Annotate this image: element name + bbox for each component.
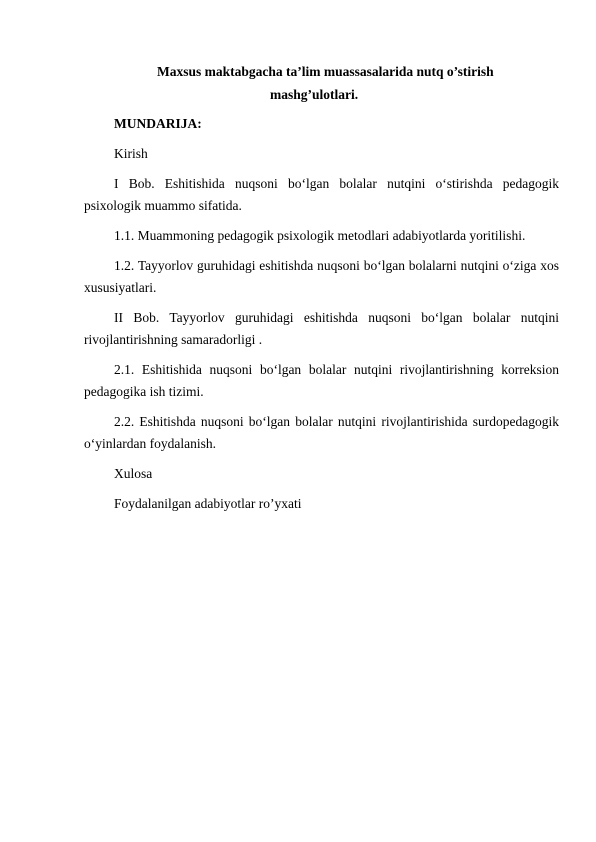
title-line-1: Maxsus maktabgacha ta’lim muassasalarida nutq o’stirish <box>157 64 494 79</box>
toc-entry-section-2-2: 2.2. Eshitishda nuqsoni bo‘lgan bolalar nutqini rivojlantirishida surdopedagogik o‘yinlardan foydalanish. <box>84 414 559 451</box>
toc-entry-conclusion: Xulosa <box>114 466 153 481</box>
document-title <box>84 60 564 106</box>
toc-entry-chapter-2: II Bob. Tayyorlov guruhidagi eshitishda nuqsoni bo‘lgan bolalar nutqini rivojlantirishning samaradorligi . <box>84 310 559 347</box>
title-line-2: mashg’ulotlari. <box>270 87 359 102</box>
toc-entry-introduction: Kirish <box>114 146 148 161</box>
toc-entry-section-1-1: 1.1. Muammoning pedagogik psixologik metodlari adabiyotlarda yoritilishi. <box>114 228 526 243</box>
toc-entry-section-1-2: 1.2. Tayyorlov guruhidagi eshitishda nuqsoni bo‘lgan bolalarni nutqini o‘ziga xos xususiyatlari. <box>84 258 559 295</box>
toc-entry-chapter-1: I Bob. Eshitishida nuqsoni bo‘lgan bolalar nutqini o‘stirishda pedagogik psixologik muammo sifatida. <box>84 176 559 213</box>
toc-heading: MUNDARIJA: <box>114 116 202 131</box>
table-of-contents <box>84 113 559 523</box>
toc-entry-references: Foydalanilgan adabiyotlar ro’yxati <box>114 496 302 511</box>
toc-entry-section-2-1: 2.1. Eshitishida nuqsoni bo‘lgan bolalar nutqini rivojlantirishning korreksion pedagogika ish tizimi. <box>84 362 559 399</box>
